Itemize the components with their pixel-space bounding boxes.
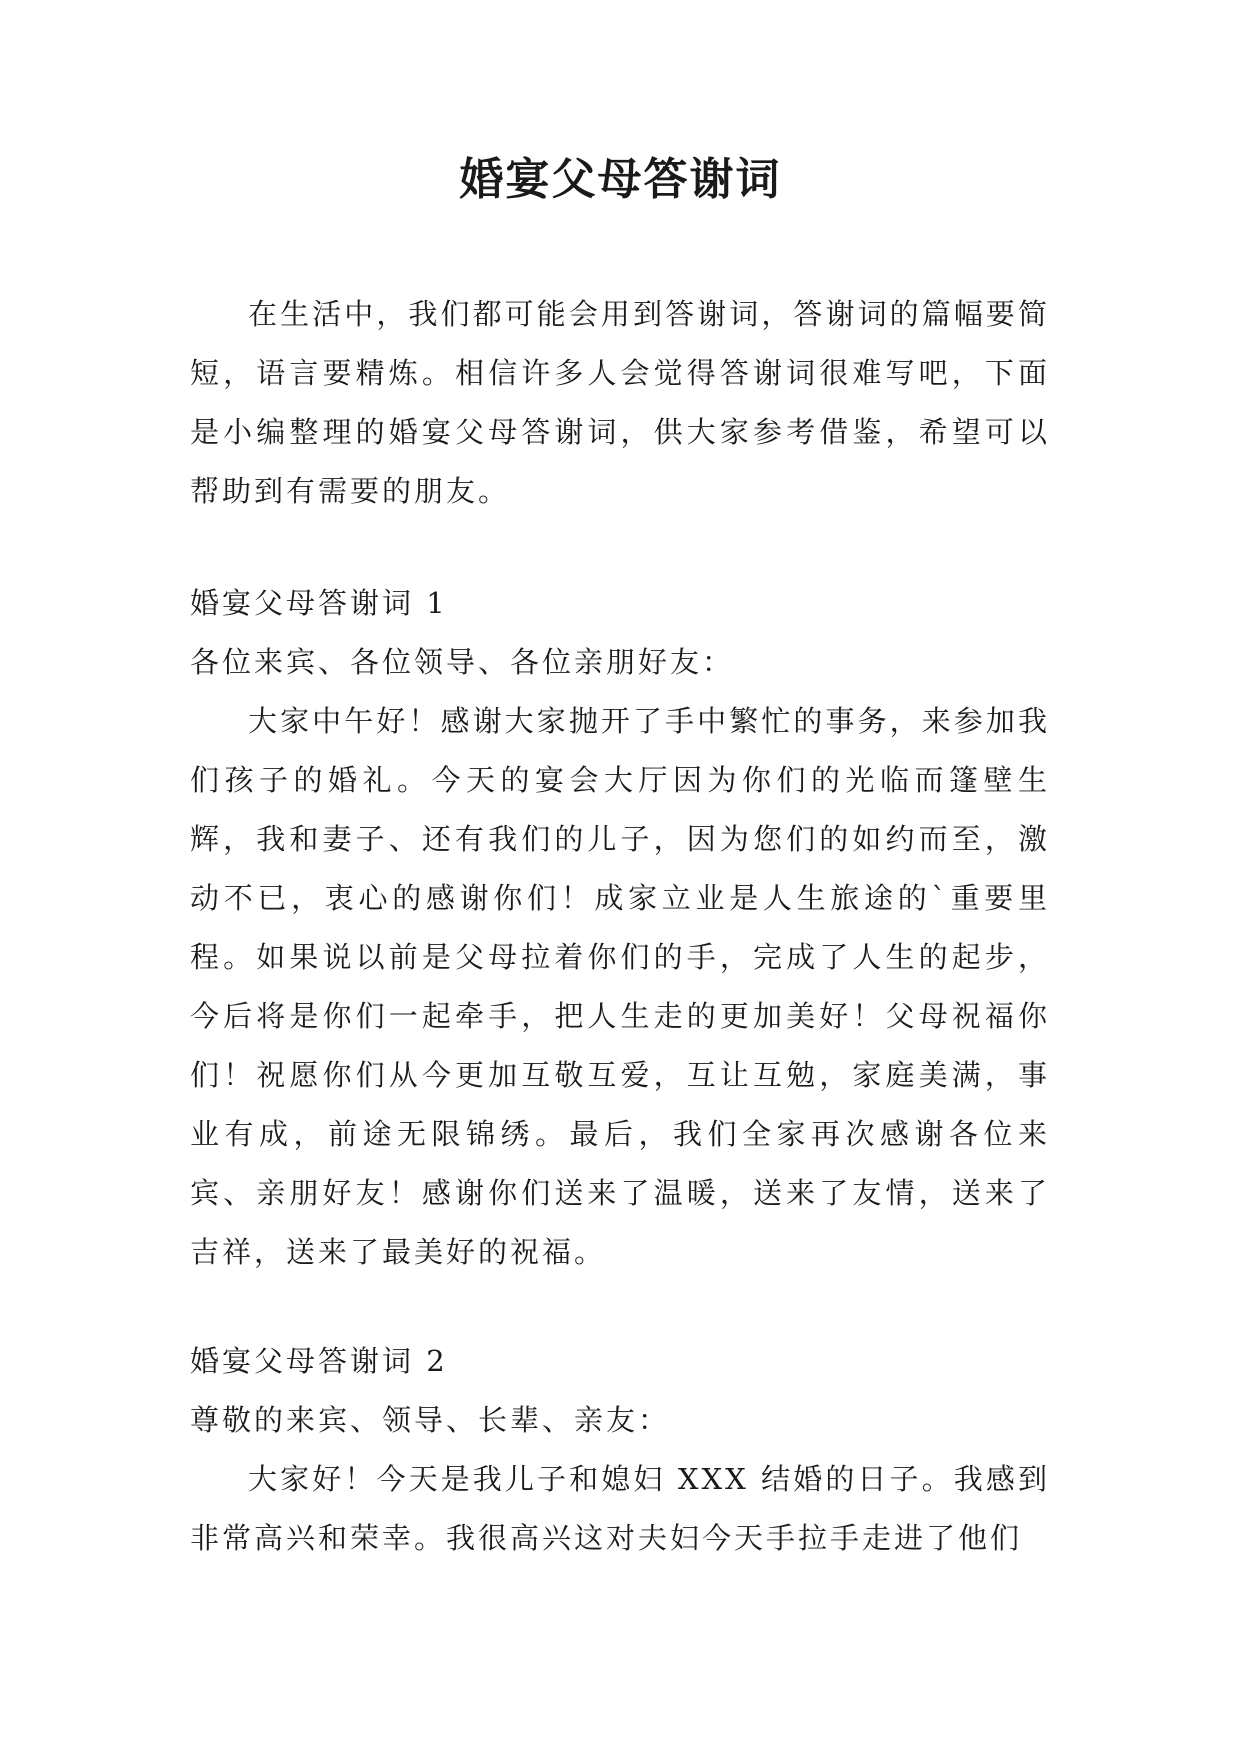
section-1-body-block [190,692,1050,1282]
section-2-body-block [190,1450,1050,1568]
section-1-greeting-block [190,633,1050,692]
section-1-heading-block [190,574,1050,633]
section-2-greeting-block [190,1391,1050,1450]
document-title: 婚宴父母答谢词 [459,154,782,205]
intro-block [190,285,1050,521]
section-greeting: 尊敬的来宾、领导、长辈、亲友： [190,1403,671,1437]
section-greeting: 各位来宾、各位领导、各位亲朋好友： [190,645,735,679]
section-heading: 婚宴父母答谢词 2 [190,1344,448,1378]
section-heading: 婚宴父母答谢词 1 [190,586,448,620]
section-paragraph: 大家好！今天是我儿子和媳妇 XXX 结婚的日子。我感到非常高兴和荣幸。我很高兴这对夫妇今天手拉手走进了他们 [190,1462,1050,1555]
section-2-heading-block [190,1332,1050,1391]
section-paragraph: 大家中午好！感谢大家抛开了手中繁忙的事务，来参加我们孩子的婚礼。今天的宴会大厅因为你们的光临而篷壁生辉，我和妻子、还有我们的儿子，因为您们的如约而至，激动不已，衷心的感谢你们！成家立业是人生旅途的`重要里程。如果说以前是父母拉着你们的手，完成了人生的起步，今后将是你们一起牵手，把人生走的更加美好！父母祝福你们！祝愿你们从今更加互敬互爱，互让互勉，家庭美满，事业有成，前途无限锦绣。最后，我们全家再次感谢各位来宾、亲朋好友！感谢你们送来了温暖，送来了友情，送来了吉祥，送来了最美好的祝福。 [190,704,1050,1269]
intro-paragraph: 在生活中，我们都可能会用到答谢词，答谢词的篇幅要简短，语言要精炼。相信许多人会觉得答谢词很难写吧，下面是小编整理的婚宴父母答谢词，供大家参考借鉴，希望可以帮助到有需要的朋友。 [190,297,1050,508]
